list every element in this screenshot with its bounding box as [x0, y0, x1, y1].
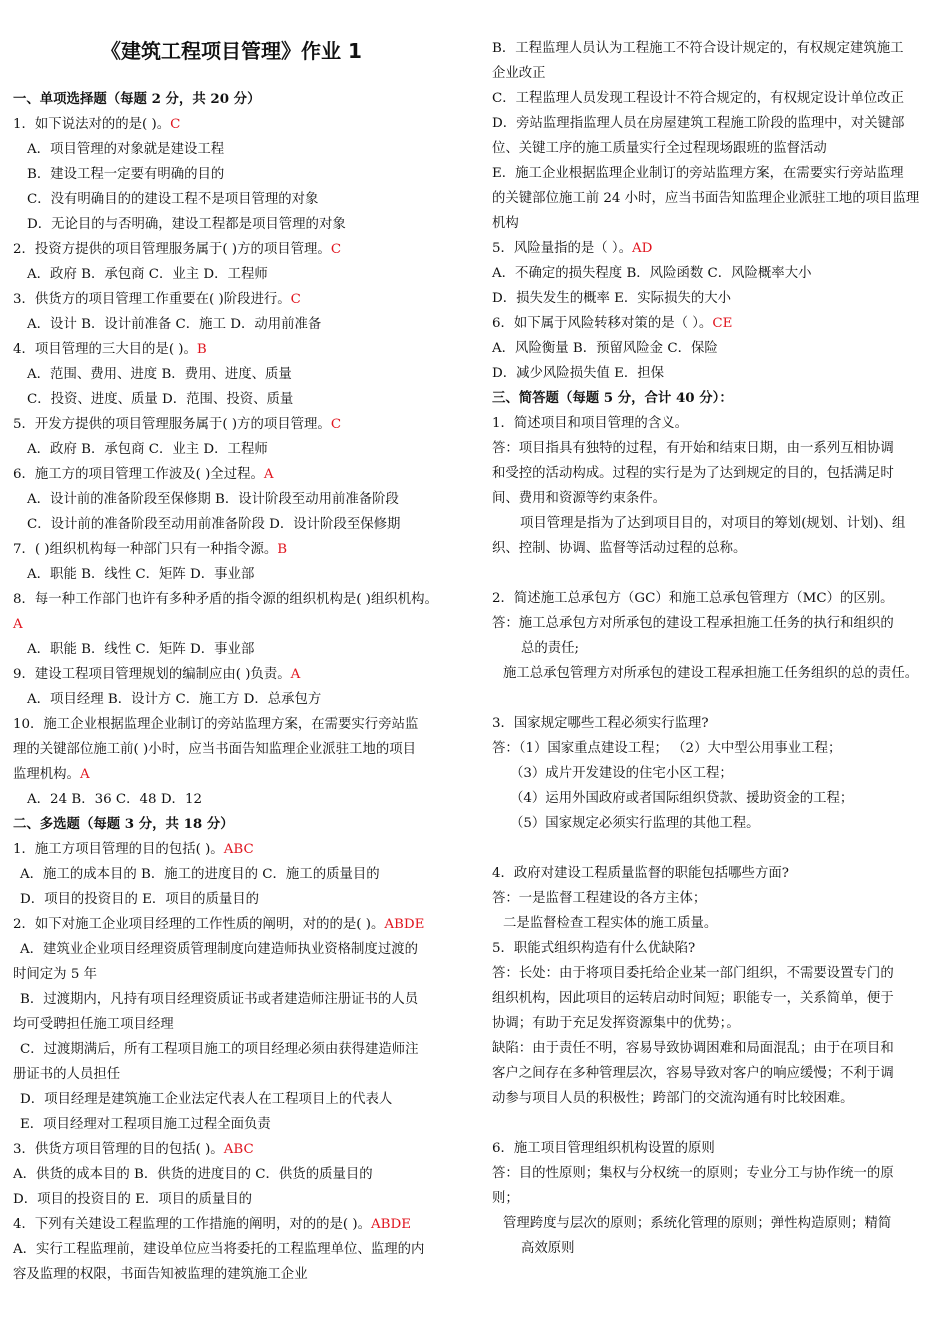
text-line [27, 487, 399, 512]
text-line [13, 962, 97, 987]
line-text: A．设计 B．设计前准备 C．施工 D．动用前准备 [27, 317, 322, 332]
text-line [520, 511, 905, 536]
text-line [13, 237, 341, 262]
text-line [20, 1112, 271, 1137]
text-line [492, 236, 652, 261]
text-line [13, 912, 424, 937]
line-text: 均可受聘担任施工项目经理 [13, 1017, 174, 1032]
line-text: D．项目经理是建筑施工企业法定代表人在工程项目上的代表人 [20, 1092, 393, 1107]
text-line [492, 1136, 715, 1161]
answer-key: ABC [223, 842, 254, 857]
line-text: 织、控制、协调、监督等活动过程的总称。 [492, 541, 747, 556]
answer-key: AD [631, 241, 653, 256]
answer-key: ABDE [384, 917, 425, 932]
text-line [492, 1186, 519, 1211]
line-text: 动参与项目人员的积极性；跨部门的交流沟通有时比较困难。 [492, 1091, 854, 1106]
text-line [492, 311, 732, 336]
answer-key: CE [712, 316, 733, 331]
text-line [492, 711, 709, 736]
text-line [492, 986, 894, 1011]
line-text: 和受控的活动构成。过程的实行是为了达到规定的目的，包括满足时 [492, 466, 894, 481]
line-text: 6．如下属于风险转移对策的是（ ）。 [492, 316, 713, 331]
line-text: D．旁站监理指监理人员在房屋建筑工程施工阶段的监理中，对关键部 [492, 116, 905, 131]
text-line [492, 936, 695, 961]
text-line [492, 111, 904, 136]
text-line [27, 562, 254, 587]
line-text: 2．如下对施工企业项目经理的工作性质的阐明，对的的是( )。 [13, 917, 385, 932]
answer-key: ABDE [371, 1217, 412, 1232]
text-line [521, 636, 579, 661]
line-text: D．无论目的与否明确，建设工程都是项目管理的对象 [27, 217, 346, 232]
text-line [510, 761, 733, 786]
text-line [510, 786, 853, 811]
text-line [492, 736, 841, 761]
line-text: 三、简答题（每题 5 分，合计 40 分）： [492, 390, 733, 406]
line-text: 答：一是监督工程建设的各方主体； [492, 891, 707, 906]
text-line [13, 1012, 174, 1037]
line-text: 间、费用和资源等约束条件。 [492, 491, 667, 506]
text-line [13, 537, 287, 562]
line-text: 二、多选题（每题 3 分，共 18 分） [13, 816, 234, 832]
line-text: C．过渡期满后，所有工程项目施工的项目经理必须由获得建造师注 [20, 1042, 419, 1057]
text-line [492, 1086, 854, 1111]
line-text: A．项目经理 B．设计方 C．施工方 D．总承包方 [27, 692, 322, 707]
text-line [20, 987, 418, 1012]
line-text: A．建筑业企业项目经理资质管理制度向建造师执业资格制度过渡的 [20, 942, 418, 957]
text-line [492, 461, 894, 486]
answer-key: A [263, 467, 274, 482]
text-line [492, 61, 546, 86]
text-line [492, 86, 904, 111]
line-text: 9．建设工程项目管理规划的编制应由( )负责。 [13, 667, 291, 682]
line-text: 一、单项选择题（每题 2 分，共 20 分） [13, 91, 261, 107]
line-text: A．政府 B．承包商 C．业主 D．工程师 [27, 442, 268, 457]
text-line [492, 211, 519, 236]
text-line [20, 1037, 419, 1062]
line-text: 4．项目管理的三大目的是( )。 [13, 342, 197, 357]
text-line [20, 937, 418, 962]
text-line [27, 312, 321, 337]
text-line [492, 1036, 894, 1061]
text-line [492, 411, 688, 436]
text-line [13, 737, 416, 762]
line-text: 4．下列有关建设工程监理的工作措施的阐明，对的的是( )。 [13, 1217, 371, 1232]
text-line [27, 137, 224, 162]
line-text: A．设计前的准备阶段至保修期 B．设计阶段至动用前准备阶段 [27, 492, 399, 507]
text-line [13, 612, 23, 637]
text-line [27, 262, 268, 287]
text-line [20, 862, 380, 887]
line-text: 容及监理的权限，书面告知被监理的建筑施工企业 [13, 1267, 308, 1282]
text-line [13, 762, 90, 787]
line-text: 答：施工总承包方对所承包的建设工程承担施工任务的执行和组织的 [492, 616, 894, 631]
text-line [521, 1236, 575, 1261]
text-line [27, 162, 224, 187]
answer-key: B [277, 542, 288, 557]
line-text: E．项目经理对工程项目施工过程全面负责 [20, 1117, 271, 1132]
line-text: 1．简述项目和项目管理的含义。 [492, 416, 688, 431]
text-line [20, 887, 259, 912]
line-text: 7．( )组织机构每一种部门只有一种指令源。 [13, 542, 278, 557]
answer-key: A [290, 667, 301, 682]
text-line [13, 412, 341, 437]
line-text: A．职能 B．线性 C．矩阵 D．事业部 [27, 642, 255, 657]
text-line [492, 186, 919, 211]
line-text: 2．投资方提供的项目管理服务属于( )方的项目管理。 [13, 242, 331, 257]
text-line [492, 1161, 894, 1186]
answer-key: A [79, 767, 90, 782]
text-line [503, 1211, 891, 1236]
line-text: 答：（1）国家重点建设工程； （2）大中型公用事业工程； [492, 741, 842, 756]
text-line [13, 837, 254, 862]
line-text: 组织机构，因此项目的运转启动时间短；职能专一，关系简单，便于 [492, 991, 894, 1006]
line-text: C．设计前的准备阶段至动用前准备阶段 D．设计阶段至保修期 [27, 517, 401, 532]
section-heading [492, 386, 733, 411]
line-text: 《建筑工程项目管理》作业 1 [101, 39, 362, 63]
section-heading [13, 812, 234, 837]
line-text: 4．政府对建设工程质量监督的职能包括哪些方面? [492, 866, 789, 881]
text-line [492, 1011, 740, 1036]
text-line [503, 661, 918, 686]
text-line [13, 587, 438, 612]
line-text: B．建设工程一定要有明确的目的 [27, 167, 225, 182]
line-text: 高效原则 [521, 1241, 575, 1256]
line-text: 答：长处：由于将项目委托给企业某一部门组织，不需要设置专门的 [492, 966, 894, 981]
line-text: 1．如下说法对的的是( )。 [13, 117, 171, 132]
text-line [492, 886, 706, 911]
text-line [13, 462, 274, 487]
text-line [27, 437, 268, 462]
answer-key: C [170, 117, 181, 132]
line-text: 册证书的人员担任 [13, 1067, 121, 1082]
line-text: D．项目的投资目的 E．项目的质量目的 [20, 892, 260, 907]
line-text: 客户之间存在多种管理层次，容易导致对客户的响应缓慢；不利于调 [492, 1066, 894, 1081]
line-text: C．没有明确目的的建设工程不是项目管理的对象 [27, 192, 319, 207]
answer-key: ABC [223, 1142, 254, 1157]
text-line [492, 1061, 894, 1086]
line-text: A．不确定的损失程度 B．风险函数 C．风险概率大小 [492, 266, 812, 281]
text-line [492, 286, 731, 311]
text-line [27, 387, 293, 412]
line-text: A．供货的成本目的 B．供货的进度目的 C．供货的质量目的 [13, 1167, 373, 1182]
text-line [27, 362, 292, 387]
line-text: 则； [492, 1191, 519, 1206]
line-text: E．施工企业根据监理企业制订的旁站监理方案，在需要实行旁站监理 [492, 166, 904, 181]
text-line [492, 536, 746, 561]
line-text: 管理跨度与层次的原则；系统化管理的原则；弹性构造原则；精简 [503, 1216, 892, 1231]
line-text: A．施工的成本目的 B．施工的进度目的 C．施工的质量目的 [20, 867, 380, 882]
text-line [492, 36, 904, 61]
text-line [492, 261, 811, 286]
text-line [13, 1212, 411, 1237]
text-line [13, 1237, 424, 1262]
text-line [492, 611, 894, 636]
text-line [27, 687, 321, 712]
text-line [13, 712, 418, 737]
text-line [13, 662, 300, 687]
line-text: 时间定为 5 年 [13, 967, 97, 982]
line-text: （5）国家规定必须实行监理的其他工程。 [510, 816, 760, 831]
line-text: A．职能 B．线性 C．矩阵 D．事业部 [27, 567, 255, 582]
line-text: C．投资、进度、质量 D．范围、投资、质量 [27, 392, 294, 407]
line-text: A．范围、费用、进度 B．费用、进度、质量 [27, 367, 292, 382]
text-line [492, 336, 718, 361]
text-line [492, 586, 894, 611]
line-text: 5．开发方提供的项目管理服务属于( )方的项目管理。 [13, 417, 331, 432]
line-text: 监理机构。 [13, 767, 80, 782]
text-line [492, 361, 664, 386]
line-text: （3）成片开发建设的住宅小区工程； [510, 766, 733, 781]
line-text: 6．施工项目管理组织机构设置的原则 [492, 1141, 715, 1156]
line-text: B．工程监理人员认为工程施工不符合设计规定的，有权规定建筑施工 [492, 41, 904, 56]
text-line [492, 486, 666, 511]
answer-key: C [330, 417, 342, 432]
line-text: 5．风险量指的是（ ）。 [492, 241, 632, 256]
line-text: 1．施工方项目管理的目的包括( )。 [13, 842, 224, 857]
line-text: 3．供货方项目管理的目的包括( )。 [13, 1142, 224, 1157]
line-text: D．项目的投资目的 E．项目的质量目的 [13, 1192, 253, 1207]
answer-key: C [290, 292, 301, 307]
section-heading [13, 87, 260, 112]
line-text: 6．施工方的项目管理工作波及( )全过程。 [13, 467, 264, 482]
page-title [101, 36, 362, 66]
line-text: （4）运用外国政府或者国际组织贷款、援助资金的工程； [510, 791, 854, 806]
text-line [27, 187, 318, 212]
line-text: 协调；有助于充足发挥资源集中的优势；。 [492, 1016, 740, 1031]
text-line [20, 1087, 392, 1112]
line-text: 缺陷：由于责任不明，容易导致协调困难和局面混乱；由于在项目和 [492, 1041, 894, 1056]
text-line [27, 787, 202, 812]
line-text: A．政府 B．承包商 C．业主 D．工程师 [27, 267, 268, 282]
answer-key: C [330, 242, 342, 257]
text-line [27, 512, 400, 537]
line-text: 10．施工企业根据监理企业制订的旁站监理方案，在需要实行旁站监 [13, 717, 419, 732]
text-line [492, 436, 894, 461]
text-line [13, 1162, 373, 1187]
text-line [492, 136, 827, 161]
line-text: A．项目管理的对象就是建设工程 [27, 142, 225, 157]
line-text: 总的责任; [521, 641, 580, 656]
line-text: D．损失发生的概率 E．实际损失的大小 [492, 291, 732, 306]
line-text: B．过渡期内，凡持有项目经理资质证书或者建造师注册证书的人员 [20, 992, 419, 1007]
line-text: 施工总承包管理方对所承包的建设工程承担施工任务组织的总的责任。 [503, 666, 919, 681]
line-text: 企业改正 [492, 66, 546, 81]
line-text: A．风险衡量 B．预留风险金 C．保险 [492, 341, 718, 356]
line-text: A．24 B．36 C．48 D．12 [27, 792, 202, 807]
line-text: 3．国家规定哪些工程必须实行监理? [492, 716, 709, 731]
text-line [13, 1062, 120, 1087]
line-text: 5．职能式组织构造有什么优缺陷? [492, 941, 696, 956]
line-text: 的关键部位施工前 24 小时，应当书面告知监理企业派驻工地的项目监理 [492, 191, 920, 206]
text-line [13, 1137, 254, 1162]
text-line [13, 1262, 308, 1287]
text-line [503, 911, 717, 936]
line-text: C．工程监理人员发现工程设计不符合规定的，有权规定设计单位改正 [492, 91, 904, 106]
line-text: 3．供货方的项目管理工作重要在( )阶段进行。 [13, 292, 291, 307]
answer-key: B [196, 342, 207, 357]
text-line [27, 637, 254, 662]
line-text: 理的关键部位施工前( )小时，应当书面告知监理企业派驻工地的项目 [13, 742, 417, 757]
line-text: 项目管理是指为了达到项目目的，对项目的筹划(规划、计划)、组 [520, 516, 906, 531]
line-text: 二是监督检查工程实体的施工质量。 [503, 916, 718, 931]
text-line [13, 337, 207, 362]
text-line [492, 861, 789, 886]
line-text: 8．每一种工作部门也许有多种矛盾的指令源的组织机构是( )组织机构。 [13, 592, 438, 607]
line-text: 机构 [492, 216, 519, 231]
text-line [510, 811, 760, 836]
line-text: 答：项目指具有独特的过程，有开始和结束日期，由一系列互相协调 [492, 441, 894, 456]
line-text: 位、关键工序的施工质量实行全过程现场跟班的监督活动 [492, 141, 827, 156]
text-line [13, 112, 180, 137]
text-line [27, 212, 346, 237]
answer-key: A [13, 617, 23, 632]
line-text: D．减少风险损失值 E．担保 [492, 366, 665, 381]
text-line [13, 287, 301, 312]
text-line [492, 161, 904, 186]
line-text: 答：目的性原则；集权与分权统一的原则；专业分工与协作统一的原 [492, 1166, 894, 1181]
text-line [492, 961, 894, 986]
line-text: A．实行工程监理前，建设单位应当将委托的工程监理单位、监理的内 [13, 1242, 425, 1257]
line-text: 2．简述施工总承包方（GC）和施工总承包管理方（MC）的区别。 [492, 591, 894, 606]
text-line [13, 1187, 252, 1212]
